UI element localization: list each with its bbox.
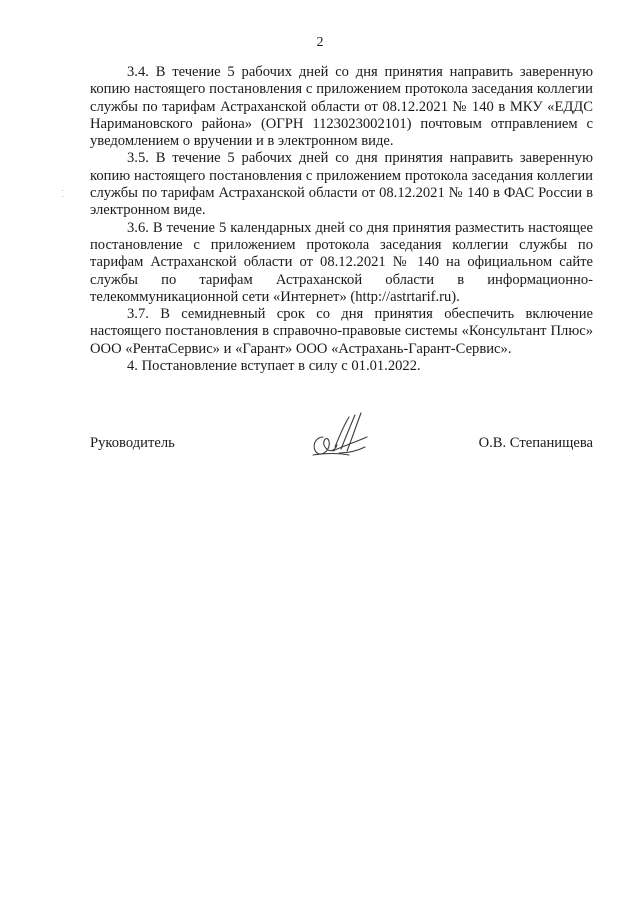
handwritten-signature	[305, 407, 375, 461]
scan-speck	[62, 196, 63, 197]
scan-speck	[62, 190, 63, 191]
paragraph-4: 4. Постановление вступает в силу с 01.01.2022.	[127, 358, 421, 375]
paragraph-3-7: 3.7. В семидневный срок со дня принятия обеспечить включение настоящего постановления в справочно-правовые системы «Консультант Плюс» ООО «РентаСервис» и «Гарант» ООО «Астрахань-Гарант-Сервис».	[90, 306, 593, 357]
signatory-name: О.В. Степанищева	[478, 435, 593, 451]
paragraph-3-4: 3.4. В течение 5 рабочих дней со дня принятия направить заверенную копию настоящего постановления с приложением протокола заседания коллегии службы по тарифам Астраханской области от 08.12.2021 № 140 в МКУ «ЕДДС Наримановского района» (ОГРН 1123023002101) почтовым отправлением с уведомлением о вручении и в электронном виде.	[90, 64, 593, 150]
page-number: 2	[316, 35, 324, 50]
document-body	[90, 64, 593, 375]
signatory-position: Руководитель	[90, 435, 175, 451]
paragraph-3-5: 3.5. В течение 5 рабочих дней со дня принятия направить заверенную копию настоящего постановления с приложением протокола заседания коллегии службы по тарифам Астраханской области от 08.12.2021 № 140 в ФАС России в электронном виде.	[90, 150, 593, 219]
paragraph-3-6: 3.6. В течение 5 календарных дней со дня принятия разместить настоящее постановление с приложением протокола заседания коллегии службы по тарифам Астраханской области от 08.12.2021 № 140 на официальном сайте службы по тарифам Астраханской области в информационно-телекоммуникационной сети «Интернет» (http://astrtarif.ru).	[90, 219, 593, 305]
signature-block	[90, 425, 593, 485]
